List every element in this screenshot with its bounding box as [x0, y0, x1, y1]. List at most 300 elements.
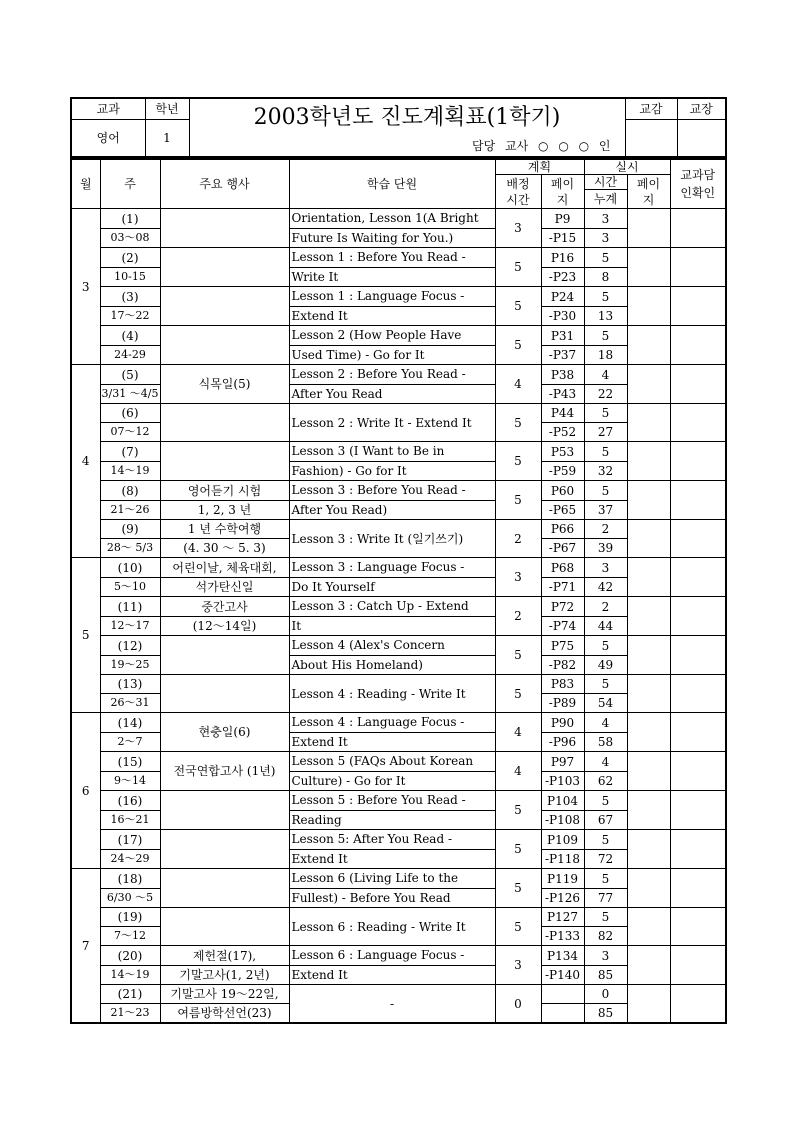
week-number: (14) — [100, 713, 160, 733]
event-line1: 1 년 수학여행 — [160, 520, 289, 539]
confirm-cell[interactable] — [670, 558, 726, 597]
week-dates: 26～31 — [100, 694, 160, 713]
page-end: -P71 — [541, 578, 584, 597]
confirm-cell[interactable] — [670, 946, 726, 985]
page-start: P119 — [541, 869, 584, 889]
cumulative-hours: 85 — [584, 966, 627, 985]
col-actual: 실시 — [584, 159, 670, 175]
unit-line2: Extend It — [289, 733, 495, 752]
cumulative-hours: 32 — [584, 462, 627, 481]
week-dates: 3/31 ～4/5 — [100, 385, 160, 404]
week-dates: 2～7 — [100, 733, 160, 752]
unit-line2: Extend It — [289, 307, 495, 326]
planned-hours: 5 — [495, 248, 541, 287]
page-end — [541, 1004, 584, 1024]
confirm-cell[interactable] — [670, 713, 726, 752]
cumulative-hours: 42 — [584, 578, 627, 597]
actual-page[interactable] — [627, 985, 670, 1024]
unit-line1: Lesson 3 : Language Focus - — [289, 558, 495, 578]
unit-line2: Fashion) - Go for It — [289, 462, 495, 481]
page-start: P83 — [541, 675, 584, 694]
confirm-cell[interactable] — [670, 869, 726, 908]
page-start: P109 — [541, 830, 584, 850]
cumulative-hours: 39 — [584, 539, 627, 558]
page-start: P68 — [541, 558, 584, 578]
actual-hours: 3 — [584, 558, 627, 578]
week-dates: 14～19 — [100, 462, 160, 481]
cumulative-hours: 77 — [584, 889, 627, 908]
cumulative-hours: 58 — [584, 733, 627, 752]
confirm-cell[interactable] — [670, 908, 726, 946]
grade-value: 1 — [145, 120, 189, 158]
week-number: (2) — [100, 248, 160, 268]
cumulative-hours: 54 — [584, 694, 627, 713]
page-end: -P30 — [541, 307, 584, 326]
principal-label: 교장 — [677, 98, 726, 120]
week-number: (16) — [100, 791, 160, 811]
page-end: -P23 — [541, 268, 584, 287]
planned-hours: 5 — [495, 481, 541, 520]
week-dates: 7～12 — [100, 927, 160, 946]
week-dates: 12～17 — [100, 617, 160, 636]
actual-hours: 3 — [584, 946, 627, 966]
actual-page[interactable] — [627, 365, 670, 404]
week-dates: 03～08 — [100, 229, 160, 248]
table-row — [71, 713, 726, 733]
unit-line1: Lesson 3 : Before You Read - — [289, 481, 495, 501]
actual-page[interactable] — [627, 752, 670, 791]
col-act-page-line1: 페이 — [636, 176, 661, 191]
col-confirm-line2: 인확인 — [680, 186, 716, 200]
actual-hours: 5 — [584, 287, 627, 307]
page-start: P9 — [541, 209, 584, 229]
confirm-cell[interactable] — [670, 481, 726, 520]
month-cell: 4 — [71, 365, 100, 558]
confirm-cell[interactable] — [670, 636, 726, 675]
cumulative-hours: 3 — [584, 229, 627, 248]
table-row — [71, 597, 726, 617]
week-dates: 9～14 — [100, 772, 160, 791]
week-number: (7) — [100, 442, 160, 462]
col-act-page — [627, 175, 670, 209]
col-act-total: 누계 — [584, 190, 627, 209]
actual-hours: 4 — [584, 365, 627, 385]
unit-line1: Lesson 3 : Catch Up - Extend — [289, 597, 495, 617]
col-confirm-line1: 교과담 — [680, 168, 716, 182]
week-dates: 24～29 — [100, 850, 160, 869]
table-row — [71, 791, 726, 811]
event-line1: 기말고사 19～22일, — [160, 985, 289, 1004]
month-cell: 3 — [71, 209, 100, 365]
progress-table — [70, 158, 727, 1024]
actual-page[interactable] — [627, 908, 670, 946]
confirm-cell[interactable] — [670, 248, 726, 287]
event-cell: 현충일(6) — [160, 713, 289, 752]
actual-page[interactable] — [627, 636, 670, 675]
page-end: -P126 — [541, 889, 584, 908]
event-line2: 여름방학선언(23) — [160, 1004, 289, 1024]
unit-line2: Fullest) - Before You Read — [289, 889, 495, 908]
week-dates: 24-29 — [100, 346, 160, 365]
unit-line2: Extend It — [289, 966, 495, 985]
week-number: (19) — [100, 908, 160, 927]
actual-hours: 5 — [584, 481, 627, 501]
actual-page[interactable] — [627, 442, 670, 481]
page-start: P60 — [541, 481, 584, 501]
week-number: (17) — [100, 830, 160, 850]
cumulative-hours: 18 — [584, 346, 627, 365]
col-page-line2: 지 — [556, 192, 569, 207]
event-cell — [160, 248, 289, 287]
event-cell — [160, 326, 289, 365]
unit-line1: Orientation, Lesson 1(A Bright — [289, 209, 495, 229]
planned-hours: 5 — [495, 908, 541, 946]
unit-line2: After You Read — [289, 385, 495, 404]
confirm-cell[interactable] — [670, 404, 726, 442]
cumulative-hours: 13 — [584, 307, 627, 326]
unit-line2: About His Homeland) — [289, 656, 495, 675]
week-number: (20) — [100, 946, 160, 966]
week-dates: 21～26 — [100, 501, 160, 520]
week-dates: 14～19 — [100, 966, 160, 985]
planned-hours: 3 — [495, 209, 541, 248]
cumulative-hours: 44 — [584, 617, 627, 636]
page-end: -P108 — [541, 811, 584, 830]
actual-hours: 5 — [584, 326, 627, 346]
actual-page[interactable] — [627, 404, 670, 442]
week-number: (10) — [100, 558, 160, 578]
vice-principal-label: 교감 — [625, 98, 677, 120]
unit-line2: Reading — [289, 811, 495, 830]
event-line1: 제헌절(17), — [160, 946, 289, 966]
week-dates: 28～ 5/3 — [100, 539, 160, 558]
actual-page[interactable] — [627, 326, 670, 365]
event-cell — [160, 869, 289, 908]
event-cell — [160, 287, 289, 326]
page-end: -P67 — [541, 539, 584, 558]
week-number: (13) — [100, 675, 160, 694]
col-unit: 학습 단원 — [289, 159, 495, 209]
event-cell — [160, 675, 289, 713]
week-number: (21) — [100, 985, 160, 1004]
planned-hours: 4 — [495, 365, 541, 404]
unit-line1: Lesson 6 : Language Focus - — [289, 946, 495, 966]
table-row — [71, 558, 726, 578]
week-number: (1) — [100, 209, 160, 229]
table-row — [71, 908, 726, 927]
confirm-cell[interactable] — [670, 209, 726, 248]
unit-cell: Lesson 4 : Reading - Write It — [289, 675, 495, 713]
page-start: P31 — [541, 326, 584, 346]
planned-hours: 5 — [495, 636, 541, 675]
cumulative-hours: 72 — [584, 850, 627, 869]
page-end: -P59 — [541, 462, 584, 481]
week-number: (3) — [100, 287, 160, 307]
table-body — [71, 159, 726, 1023]
table-row — [71, 404, 726, 423]
planned-hours: 5 — [495, 287, 541, 326]
confirm-cell[interactable] — [670, 365, 726, 404]
table-row — [71, 946, 726, 966]
actual-page[interactable] — [627, 520, 670, 558]
unit-cell: Lesson 3 : Write It (일기쓰기) — [289, 520, 495, 558]
page-start: P66 — [541, 520, 584, 539]
event-cell — [160, 404, 289, 442]
unit-line1: Lesson 4 (Alex's Concern — [289, 636, 495, 656]
page-end: -P37 — [541, 346, 584, 365]
actual-page[interactable] — [627, 209, 670, 248]
page-start: P75 — [541, 636, 584, 656]
cumulative-hours: 62 — [584, 772, 627, 791]
page-start: P53 — [541, 442, 584, 462]
page-start: P134 — [541, 946, 584, 966]
col-act-hours: 시간 — [584, 175, 627, 190]
subject-value: 영어 — [71, 120, 145, 158]
vice-principal-sign[interactable] — [625, 120, 677, 158]
table-row — [71, 985, 726, 1004]
actual-hours: 5 — [584, 830, 627, 850]
cumulative-hours: 67 — [584, 811, 627, 830]
event-cell — [160, 209, 289, 248]
week-number: (11) — [100, 597, 160, 617]
page-end: -P82 — [541, 656, 584, 675]
page-start: P16 — [541, 248, 584, 268]
week-number: (4) — [100, 326, 160, 346]
unit-line1: Lesson 5 : Before You Read - — [289, 791, 495, 811]
page-end: -P103 — [541, 772, 584, 791]
page-start: P97 — [541, 752, 584, 772]
actual-hours: 5 — [584, 675, 627, 694]
actual-hours: 5 — [584, 791, 627, 811]
planned-hours: 5 — [495, 675, 541, 713]
planned-hours: 5 — [495, 869, 541, 908]
event-line2: 1, 2, 3 년 — [160, 501, 289, 520]
unit-line2: It — [289, 617, 495, 636]
cumulative-hours: 22 — [584, 385, 627, 404]
table-row — [71, 326, 726, 346]
week-number: (5) — [100, 365, 160, 385]
actual-hours: 5 — [584, 869, 627, 889]
table-row — [71, 248, 726, 268]
confirm-cell[interactable] — [670, 442, 726, 481]
week-dates: 16～21 — [100, 811, 160, 830]
month-cell: 6 — [71, 713, 100, 869]
actual-page[interactable] — [627, 791, 670, 830]
confirm-cell[interactable] — [670, 520, 726, 558]
week-number: (9) — [100, 520, 160, 539]
event-cell: 전국연합고사 (1년) — [160, 752, 289, 791]
page-end: -P43 — [541, 385, 584, 404]
planned-hours: 0 — [495, 985, 541, 1024]
page-start: P72 — [541, 597, 584, 617]
actual-hours: 5 — [584, 908, 627, 927]
page-end: -P52 — [541, 423, 584, 442]
planned-hours: 5 — [495, 830, 541, 869]
teacher-line: 담당 교사 ○ ○ ○ 인 — [189, 136, 625, 157]
unit-line1: Lesson 1 : Language Focus - — [289, 287, 495, 307]
unit-cell: Lesson 6 : Reading - Write It — [289, 908, 495, 946]
event-cell — [160, 908, 289, 946]
week-dates: 07～12 — [100, 423, 160, 442]
table-row — [71, 442, 726, 462]
event-cell — [160, 636, 289, 675]
page-end: -P89 — [541, 694, 584, 713]
col-page-line1: 페이 — [550, 176, 575, 191]
week-dates: 19～25 — [100, 656, 160, 675]
unit-cell: - — [289, 985, 495, 1024]
event-cell — [160, 791, 289, 830]
week-dates: 21～23 — [100, 1004, 160, 1024]
page-start: P38 — [541, 365, 584, 385]
col-confirm — [670, 159, 726, 209]
page-title: 2003학년도 진도계획표(1학기) — [189, 98, 625, 136]
cumulative-hours: 85 — [584, 1004, 627, 1024]
actual-page[interactable] — [627, 248, 670, 287]
confirm-cell[interactable] — [670, 675, 726, 713]
table-row — [71, 365, 726, 385]
event-line1: 영어듣기 시험 — [160, 481, 289, 501]
subject-label: 교과 — [71, 98, 145, 120]
planned-hours: 5 — [495, 326, 541, 365]
table-row — [71, 481, 726, 501]
unit-line1: Lesson 6 (Living Life to the — [289, 869, 495, 889]
unit-line2: Do It Yourself — [289, 578, 495, 597]
unit-line1: Lesson 2 : Before You Read - — [289, 365, 495, 385]
week-number: (8) — [100, 481, 160, 501]
confirm-cell[interactable] — [670, 791, 726, 830]
table-row — [71, 636, 726, 656]
actual-hours: 4 — [584, 752, 627, 772]
col-hours — [495, 175, 541, 209]
planned-hours: 4 — [495, 752, 541, 791]
page-end: -P118 — [541, 850, 584, 869]
table-row — [71, 752, 726, 772]
unit-line1: Lesson 5: After You Read - — [289, 830, 495, 850]
table-row — [71, 869, 726, 889]
confirm-cell[interactable] — [670, 985, 726, 1024]
col-act-page-line2: 지 — [642, 192, 655, 207]
unit-line1: Lesson 1 : Before You Read - — [289, 248, 495, 268]
actual-page[interactable] — [627, 481, 670, 520]
event-line1: 어린이날, 체육대회, — [160, 558, 289, 578]
table-row — [71, 675, 726, 694]
page-end: -P96 — [541, 733, 584, 752]
unit-line2: Used Time) - Go for It — [289, 346, 495, 365]
planned-hours: 3 — [495, 558, 541, 597]
page-start: P44 — [541, 404, 584, 423]
actual-page[interactable] — [627, 675, 670, 713]
planned-hours: 5 — [495, 791, 541, 830]
page-end: -P140 — [541, 966, 584, 985]
event-line2: (12～14일) — [160, 617, 289, 636]
planned-hours: 5 — [495, 404, 541, 442]
col-hours-line2: 시간 — [506, 192, 530, 207]
col-week: 주 — [100, 159, 160, 209]
planned-hours: 5 — [495, 442, 541, 481]
actual-page[interactable] — [627, 558, 670, 597]
confirm-cell[interactable] — [670, 287, 726, 326]
actual-hours: 4 — [584, 713, 627, 733]
cumulative-hours: 82 — [584, 927, 627, 946]
page-end: -P65 — [541, 501, 584, 520]
unit-line2: Write It — [289, 268, 495, 287]
unit-line1: Lesson 5 (FAQs About Korean — [289, 752, 495, 772]
unit-line2: Future Is Waiting for You.) — [289, 229, 495, 248]
unit-cell: Lesson 2 : Write It - Extend It — [289, 404, 495, 442]
col-hours-line1: 배정 — [506, 176, 530, 191]
confirm-cell[interactable] — [670, 597, 726, 636]
unit-line1: Lesson 3 (I Want to Be in — [289, 442, 495, 462]
actual-page[interactable] — [627, 287, 670, 326]
event-line2: 기말고사(1, 2년) — [160, 966, 289, 985]
page-end: -P15 — [541, 229, 584, 248]
page-start: P24 — [541, 287, 584, 307]
actual-page[interactable] — [627, 946, 670, 985]
cumulative-hours: 27 — [584, 423, 627, 442]
event-line2: 석가탄신일 — [160, 578, 289, 597]
confirm-cell[interactable] — [670, 752, 726, 791]
confirm-cell[interactable] — [670, 830, 726, 869]
cumulative-hours: 37 — [584, 501, 627, 520]
unit-line2: Culture) - Go for It — [289, 772, 495, 791]
week-dates: 17～22 — [100, 307, 160, 326]
col-plan: 계획 — [495, 159, 584, 175]
unit-line1: Lesson 2 (How People Have — [289, 326, 495, 346]
page-end: -P133 — [541, 927, 584, 946]
header-table — [70, 97, 727, 158]
grade-label: 학년 — [145, 98, 189, 120]
event-line1: 중간고사 — [160, 597, 289, 617]
week-dates: 5～10 — [100, 578, 160, 597]
page-end: -P74 — [541, 617, 584, 636]
unit-line2: Extend It — [289, 850, 495, 869]
actual-page[interactable] — [627, 713, 670, 752]
event-line2: (4. 30 ～ 5. 3) — [160, 539, 289, 558]
actual-page[interactable] — [627, 869, 670, 908]
actual-hours: 5 — [584, 248, 627, 268]
col-page — [541, 175, 584, 209]
month-cell: 7 — [71, 869, 100, 1024]
page-start: P90 — [541, 713, 584, 733]
principal-sign[interactable] — [677, 120, 726, 158]
event-cell — [160, 442, 289, 481]
page-start: P127 — [541, 908, 584, 927]
table-row — [71, 830, 726, 850]
table-row — [71, 287, 726, 307]
actual-hours: 5 — [584, 404, 627, 423]
week-number: (12) — [100, 636, 160, 656]
event-cell: 식목일(5) — [160, 365, 289, 404]
actual-hours: 5 — [584, 636, 627, 656]
week-number: (15) — [100, 752, 160, 772]
col-events: 주요 행사 — [160, 159, 289, 209]
page-start — [541, 985, 584, 1004]
col-month: 월 — [71, 159, 100, 209]
actual-hours: 2 — [584, 520, 627, 539]
unit-line1: Lesson 4 : Language Focus - — [289, 713, 495, 733]
confirm-cell[interactable] — [670, 326, 726, 365]
week-number: (6) — [100, 404, 160, 423]
table-row — [71, 209, 726, 229]
page-start: P104 — [541, 791, 584, 811]
actual-page[interactable] — [627, 597, 670, 636]
table-row — [71, 520, 726, 539]
week-number: (18) — [100, 869, 160, 889]
actual-hours: 3 — [584, 209, 627, 229]
actual-page[interactable] — [627, 830, 670, 869]
event-cell — [160, 830, 289, 869]
week-dates: 10-15 — [100, 268, 160, 287]
